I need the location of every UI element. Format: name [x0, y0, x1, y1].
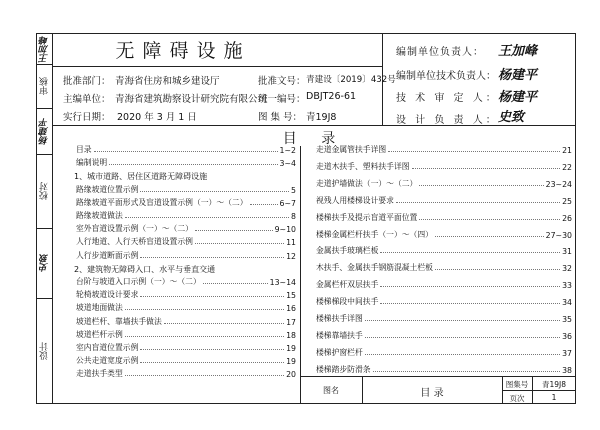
toc-leader [125, 375, 284, 376]
toc-entry-page: 22 [562, 162, 572, 172]
toc-leader [435, 269, 560, 270]
title-block-page-label: 页次 [509, 394, 525, 403]
toc-entry-title: 人行地道、人行天桥盲道设置示例 [76, 237, 193, 247]
toc-entry-page: 27~30 [545, 230, 572, 240]
toc-entry-page: 16 [286, 304, 296, 314]
toc-leader [164, 323, 284, 324]
header-divider [52, 66, 382, 67]
toc-entry-page: 17 [286, 317, 296, 327]
sidebar-label-proof: 校对 [37, 154, 52, 229]
toc-leader [396, 202, 560, 203]
toc-entry-title: 室内盲道位置示例 [76, 343, 139, 352]
toc-entry-title: 楼梯踏步防滑条 [316, 364, 371, 374]
approve-dept: 青海省住房和城乡建设厅 [115, 76, 220, 87]
sidebar-signature-1: 王加峰 [37, 34, 52, 65]
title-block-name: 目 录 [420, 388, 444, 399]
toc-entry-title: 目录 [76, 145, 92, 154]
toc-entry[interactable] [316, 259, 572, 273]
toc-entry-page: 19 [286, 357, 296, 367]
toc-leader [94, 151, 278, 152]
responsible-label-2: 编制单位技术负责人： [396, 71, 496, 82]
toc-entry-title: 木扶手、金属扶手钢筋混凝土栏板 [316, 263, 433, 273]
toc-entry[interactable] [76, 194, 296, 208]
sidebar-label-review: 审核 [37, 64, 52, 109]
toc-entry-page: 6~7 [279, 198, 296, 208]
toc-leader [419, 185, 543, 186]
toc-leader [195, 230, 273, 231]
toc-column-divider [300, 146, 301, 376]
toc-entry-title: 楼梯护窗栏杆 [316, 347, 363, 357]
toc-entry-page: 8 [291, 212, 296, 221]
toc-entry[interactable] [316, 192, 572, 206]
responsible-label-1: 编制单位负责人： [396, 47, 484, 58]
toc-entry-title: 坡道地面做法 [76, 303, 123, 313]
toc-entry-page: 1~2 [279, 146, 296, 155]
sidebar-signature-3: 史致 [37, 228, 52, 299]
toc-entry-title: 坡道栏杆示例 [76, 329, 123, 339]
title-block-atlas: 青19J8 [541, 380, 567, 389]
toc-entry-page: 3~4 [279, 159, 296, 169]
toc-entry[interactable] [76, 299, 296, 313]
toc-entry-title: 金属扶手玻璃栏板 [316, 246, 379, 256]
sidebar-label-design: 设计 [40, 342, 50, 360]
sidebar-signature-2: 杨建平 [37, 108, 52, 155]
title-block-mid [502, 390, 576, 391]
toc-entry-title: 路缘坡道位置示例 [76, 184, 139, 194]
toc-entry[interactable] [316, 327, 572, 341]
responsible-signature-2: 杨建平 [498, 68, 538, 83]
toc-leader [419, 219, 560, 220]
toc-entry-title: 走道金属管扶手详图 [316, 145, 387, 154]
toc-entry[interactable] [76, 220, 296, 234]
toc-entry[interactable] [316, 226, 572, 240]
toc-entry[interactable] [76, 273, 296, 287]
toc-leader [365, 354, 560, 355]
toc-leader [380, 252, 560, 253]
atlas-no: 青19J8 [306, 112, 337, 123]
toc-leader [140, 257, 284, 258]
toc-entry-title: 走道扶手类型 [76, 369, 123, 379]
toc-entry-page: 25 [562, 196, 572, 206]
toc-entry-title: 台阶与坡道入口示例（一）～（二） [76, 277, 201, 286]
toc-entry-page: 19 [286, 344, 296, 353]
toc-entry[interactable] [76, 233, 296, 247]
toc-leader [140, 191, 289, 192]
toc-entry-title: 走道木扶手、塑料扶手详图 [316, 161, 410, 171]
toc-entry-title: 楼梯金属栏杆扶手（一）～（四） [316, 229, 433, 239]
toc-entry[interactable] [76, 365, 296, 379]
toc-leader [380, 286, 560, 287]
toc-entry-page: 20 [286, 370, 296, 380]
toc-entry-page: 9~10 [274, 225, 296, 235]
toc-entry-title: 轮椅坡道设计要求 [76, 290, 139, 300]
toc-entry-page: 36 [562, 331, 572, 341]
toc-entry-page: 5 [291, 185, 296, 195]
toc-leader [125, 217, 289, 218]
toc-entry[interactable] [316, 344, 572, 358]
responsible-signature-1: 王加峰 [498, 44, 538, 59]
toc-entry-page: 18 [286, 330, 296, 340]
toc-entry[interactable] [316, 141, 572, 155]
responsible-label-4: 设 计 负 责 人： [396, 115, 499, 126]
toc-entry[interactable] [76, 339, 296, 353]
editor: 青海省建筑勘察设计研究院有限公司 [115, 94, 268, 105]
title-block-name-label: 图名 [323, 386, 339, 395]
toc-leader [125, 309, 284, 310]
title-block-top [300, 376, 576, 377]
toc-leader [365, 337, 560, 338]
toc-entry[interactable] [76, 154, 296, 168]
signature-sidebar [36, 33, 52, 404]
atlas-no-label: 图 集 号： [258, 112, 303, 123]
toc-entry-title: 楼梯梯段中间扶手 [316, 297, 379, 307]
toc-leader [412, 168, 561, 169]
unified-no: DBJT26-61 [306, 91, 357, 102]
toc-entry-page: 38 [562, 365, 572, 375]
toc-entry-title: 人行步道断面示例 [76, 250, 139, 260]
page-title: 无障碍设施 [115, 40, 251, 62]
toc-entry-page: 26 [562, 213, 572, 223]
toc-entry-page: 21 [562, 146, 572, 155]
toc-leader [203, 283, 268, 284]
title-block-atlas-label: 图集号 [505, 380, 529, 389]
toc-entry-title: 视残人用楼梯设计要求 [316, 195, 394, 205]
approve-no-label: 批准文号： [258, 76, 306, 87]
toc-entry-page: 11 [286, 238, 296, 248]
toc-leader [109, 164, 277, 165]
approve-dept-label: 批准部门： [63, 76, 111, 87]
toc-entry-title: 楼梯扶手详图 [316, 314, 363, 323]
toc-leader [435, 236, 544, 237]
toc-entry[interactable] [316, 276, 572, 290]
toc-entry[interactable] [76, 141, 296, 155]
toc-entry-page: 15 [286, 291, 296, 301]
toc-entry-title: 路缘坡道做法 [76, 211, 123, 220]
unified-no-label: 统一编号： [258, 94, 306, 105]
responsible-signature-3: 杨建平 [498, 90, 538, 105]
toc-entry-page: 12 [286, 251, 296, 261]
impl-date-label: 实行日期： [63, 112, 111, 123]
toc-leader [365, 320, 560, 321]
toc-entry[interactable] [316, 158, 572, 172]
toc-leader [373, 371, 561, 372]
toc-leader [388, 151, 560, 152]
toc-leader [380, 303, 560, 304]
toc-entry-title: 楼梯靠墙扶手 [316, 330, 363, 340]
toc-leader [140, 296, 284, 297]
toc-entry-page: 35 [562, 315, 572, 324]
toc-entry-title: 金属栏杆双层扶手 [316, 280, 379, 290]
toc-section-heading: 1、城市道路、居住区道路无障碍设施 [74, 172, 208, 182]
toc-leader [140, 362, 284, 363]
approve-no: 青建设〔2019〕432号 [306, 75, 396, 85]
toc-leader [195, 243, 284, 244]
toc-entry[interactable] [76, 313, 296, 327]
toc-leader [125, 336, 284, 337]
toc-leader [250, 204, 278, 205]
responsible-signature-4: 史致 [498, 110, 525, 125]
toc-entry-page: 37 [562, 348, 572, 358]
toc-entry[interactable] [76, 207, 296, 221]
impl-date: 2020 年 3 月 1 日 [117, 112, 197, 123]
responsible-label-3: 技 术 审 定 人： [396, 93, 499, 104]
toc-entry[interactable] [316, 209, 572, 223]
toc-entry[interactable] [76, 247, 296, 261]
toc-entry-title: 楼梯扶手及提示盲道平面位置 [316, 212, 418, 222]
toc-entry[interactable] [316, 361, 572, 375]
toc-title: 目 录 [282, 131, 346, 147]
toc-entry[interactable] [76, 352, 296, 366]
toc-entry[interactable] [316, 175, 572, 189]
toc-entry-page: 34 [562, 298, 572, 308]
toc-entry-page: 23~24 [545, 179, 572, 189]
title-block-page: 1 [551, 393, 557, 402]
toc-entry[interactable] [316, 293, 572, 307]
toc-entry-title: 室外盲道设置示例（一）～（二） [76, 224, 193, 234]
toc-entry[interactable] [316, 242, 572, 256]
toc-section-heading: 2、建筑物无障碍入口、水平与垂直交通 [74, 264, 216, 274]
editor-label: 主编单位： [63, 94, 111, 105]
toc-entry-title: 坡道栏杆、靠墙扶手做法 [76, 316, 162, 326]
toc-entry[interactable] [76, 326, 296, 340]
toc-entry-page: 31 [562, 247, 572, 257]
toc-entry-page: 13~14 [269, 278, 296, 287]
toc-entry[interactable] [76, 286, 296, 300]
toc-entry-page: 32 [562, 264, 572, 274]
toc-entry-title: 公共走道宽度示例 [76, 356, 139, 366]
toc-leader [140, 349, 284, 350]
toc-entry-title: 走道护墙做法（一）～（二） [316, 178, 418, 188]
toc-entry-title: 路缘坡道平面形式及盲道设置示例（一）～（二） [76, 197, 248, 207]
toc-entry[interactable] [76, 181, 296, 195]
toc-entry[interactable] [316, 310, 572, 324]
toc-entry-page: 33 [562, 281, 572, 291]
toc-entry-title: 编制说明 [76, 158, 108, 168]
